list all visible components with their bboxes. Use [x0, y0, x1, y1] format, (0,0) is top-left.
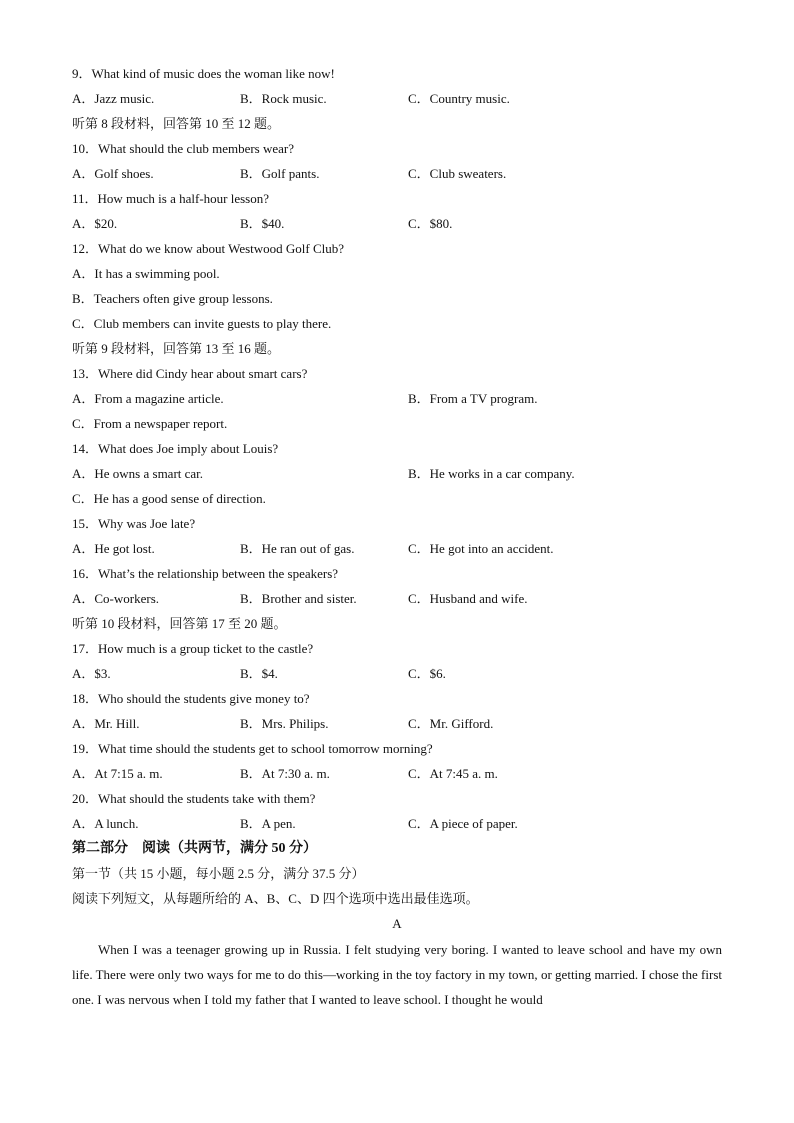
question-line: 12．What do we know about Westwood Golf Club? [72, 241, 345, 256]
question-line: C．He has a good sense of direction. [72, 491, 266, 506]
question-line: B．Teachers often give group lessons. [72, 291, 273, 306]
option-c: C．Mr. Gifford. [408, 716, 494, 731]
question-line: 9．What kind of music does the woman like now! [72, 66, 335, 81]
passage-label: A [392, 916, 402, 931]
answer-options [72, 216, 722, 232]
option-b: B．Rock music. [240, 91, 327, 106]
option-c: C．Country music. [408, 91, 510, 106]
option-a: A．At 7:15 a. m. [72, 766, 163, 781]
passage-text: When I was a teenager growing up in Russia. I felt studying very boring. I wanted to leave school and have my own life. There were only two ways for me to do this—working in the toy factory in my town, or getting married. I chose the first one. I was nervous when I told my father that I wanted to leave school. I thought he would [72, 942, 722, 1007]
option-a: A．A lunch. [72, 816, 139, 831]
answer-options [72, 766, 722, 782]
answer-options [72, 391, 722, 407]
option-b: B．A pen. [240, 816, 296, 831]
option-a: A．Mr. Hill. [72, 716, 140, 731]
question-line: A．It has a swimming pool. [72, 266, 220, 281]
answer-options [72, 666, 722, 682]
instruction-line: 第一节（共 15 小题，每小题 2.5 分，满分 37.5 分） [72, 866, 365, 881]
question-line: 19．What time should the students get to school tomorrow morning? [72, 741, 433, 756]
option-a: A．$3. [72, 666, 111, 681]
answer-options [72, 816, 722, 832]
option-c: C．$6. [408, 666, 446, 681]
question-line: 20．What should the students take with them? [72, 791, 316, 806]
answer-options [72, 716, 722, 732]
option-c: B．From a TV program. [408, 391, 538, 406]
option-c: C．$80. [408, 216, 453, 231]
option-c: C．At 7:45 a. m. [408, 766, 498, 781]
option-b: B．At 7:30 a. m. [240, 766, 330, 781]
option-a: A．From a magazine article. [72, 391, 224, 406]
question-line: 10．What should the club members wear? [72, 141, 295, 156]
option-a: A．He owns a smart car. [72, 466, 204, 481]
option-b: B．$4. [240, 666, 278, 681]
instruction-line: 阅读下列短文，从每题所给的 A、B、C、D 四个选项中选出最佳选项。 [72, 891, 479, 906]
reading-passage [72, 937, 722, 1012]
answer-options [72, 91, 722, 107]
question-line: 17．How much is a group ticket to the castle? [72, 641, 314, 656]
option-b: B．Brother and sister. [240, 591, 357, 606]
section-heading: 第二部分 阅读（共两节，满分 50 分） [72, 841, 317, 856]
question-line: 15．Why was Joe late? [72, 516, 196, 531]
option-a: A．Golf shoes. [72, 166, 154, 181]
instruction-line: 听第 10 段材料，回答第 17 至 20 题。 [72, 616, 287, 631]
option-b: B．$40. [240, 216, 285, 231]
answer-options [72, 541, 722, 557]
option-a: A．Co-workers. [72, 591, 160, 606]
option-a: A．$20. [72, 216, 118, 231]
question-line: 11．How much is a half-hour lesson? [72, 191, 270, 206]
option-b: B．Golf pants. [240, 166, 320, 181]
option-c: C．He got into an accident. [408, 541, 554, 556]
option-c: B．He works in a car company. [408, 466, 575, 481]
answer-options [72, 466, 722, 482]
instruction-line: 听第 9 段材料，回答第 13 至 16 题。 [72, 341, 281, 356]
option-c: C．Club sweaters. [408, 166, 507, 181]
option-c: C．Husband and wife. [408, 591, 528, 606]
option-b: B．Mrs. Philips. [240, 716, 329, 731]
question-line: 13．Where did Cindy hear about smart cars? [72, 366, 308, 381]
question-line: 16．What’s the relationship between the speakers? [72, 566, 339, 581]
instruction-line: 听第 8 段材料，回答第 10 至 12 题。 [72, 116, 281, 131]
option-a: A．Jazz music. [72, 91, 155, 106]
answer-options [72, 591, 722, 607]
answer-options [72, 166, 722, 182]
question-line: 14．What does Joe imply about Louis? [72, 441, 279, 456]
option-a: A．He got lost. [72, 541, 155, 556]
question-line: C．From a newspaper report. [72, 416, 228, 431]
option-c: C．A piece of paper. [408, 816, 518, 831]
option-b: B．He ran out of gas. [240, 541, 355, 556]
question-line: C．Club members can invite guests to play there. [72, 316, 332, 331]
question-line: 18．Who should the students give money to? [72, 691, 310, 706]
